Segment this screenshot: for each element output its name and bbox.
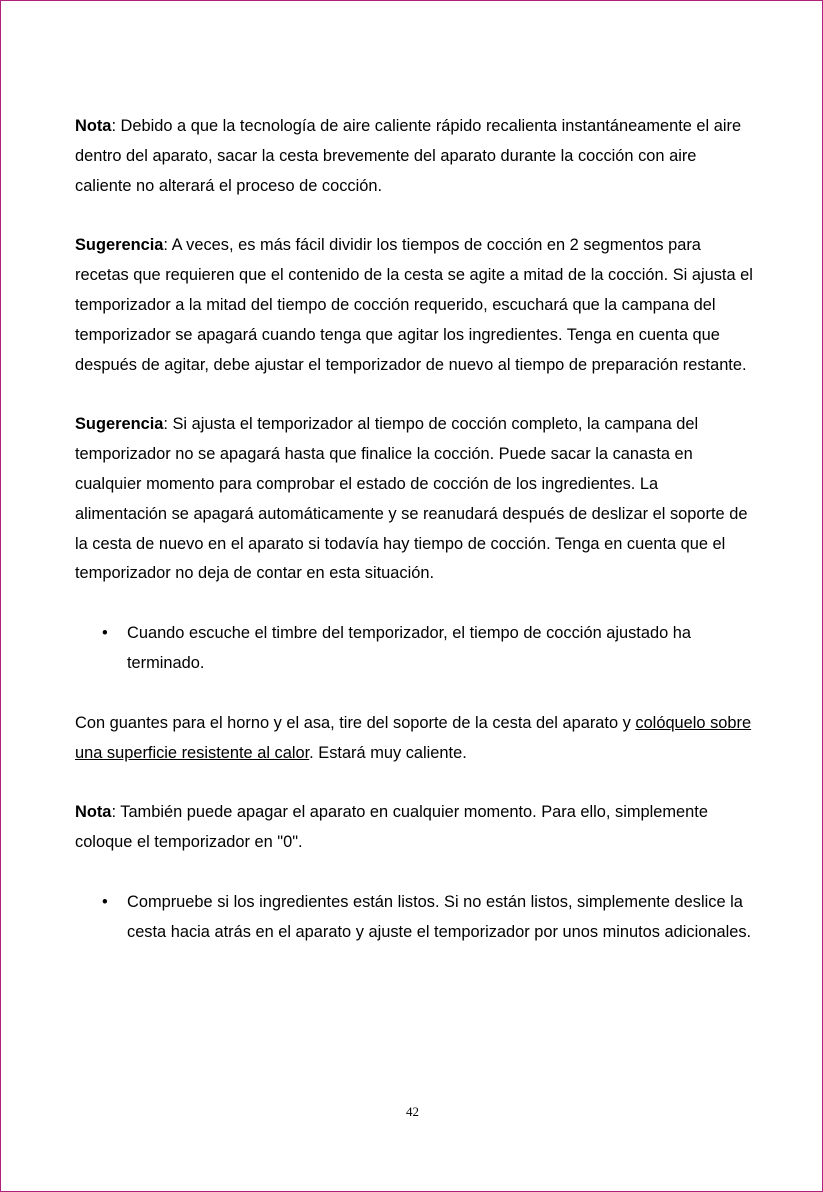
- note-paragraph-2: [75, 798, 753, 858]
- note-text: : Debido a que la tecnología de aire caliente rápido recalienta instantáneamente el aire dentro del aparato, sacar la cesta brevemente del aparato durante la cocción con aire caliente no alterará el proceso de cocción.: [75, 117, 742, 195]
- page-number: 42: [406, 1104, 419, 1119]
- suggestion-text-2: : Si ajusta el temporizador al tiempo de cocción completo, la campana del temporizador no se apagará hasta que finalice la cocción. Puede sacar la canasta en cualquier momento para comprobar el estado de cocción de los ingredientes. La alimentación se apagará automáticamente y se reanudará después de deslizar el soporte de la cesta de nuevo en el aparato si todavía hay tiempo de cocción. Tenga en cuenta que el temporizador no deja de contar en esta situación.: [75, 415, 748, 583]
- suggestion-label: Sugerencia: [75, 236, 164, 255]
- bullet-text: Cuando escuche el timbre del temporizador, el tiempo de cocción ajustado ha terminado.: [127, 624, 691, 672]
- gloves-text: Con guantes para el horno y el asa, tire del soporte de la cesta del aparato y: [75, 713, 636, 732]
- suggestion-paragraph-2: [75, 410, 753, 589]
- page-content: [75, 112, 753, 978]
- note-text-2: : También puede apagar el aparato en cualquier momento. Para ello, simplemente coloque el temporizador en "0".: [75, 803, 708, 852]
- bullet-text-2: Compruebe si los ingredientes están listos. Si no están listos, simplemente deslice la cesta hacia atrás en el aparato y ajuste el temporizador por unos minutos adicionales.: [127, 892, 752, 941]
- bullet-dot-icon: •: [102, 624, 108, 643]
- note-label: Nota: [75, 117, 112, 135]
- note-paragraph: [75, 112, 753, 201]
- gloves-underlined-text: colóquelo sobre una superficie resistente al calor: [75, 713, 752, 762]
- gloves-text-end: . Estará muy caliente.: [309, 743, 467, 762]
- suggestion-paragraph: [75, 231, 753, 380]
- bullet-dot-icon-2: •: [102, 892, 108, 911]
- note-label-2: Nota: [75, 803, 112, 822]
- bullet-item-check-ingredients: [75, 888, 753, 948]
- bullet-item-timer-bell: [75, 619, 753, 679]
- suggestion-text: : A veces, es más fácil dividir los tiempos de cocción en 2 segmentos para recetas que requieren que el contenido de la cesta se agite a mitad de la cocción. Si ajusta el temporizador a la mitad del tiempo de cocción requerido, escuchará que la campana del temporizador se apagará cuando tenga que agitar los ingredientes. Tenga en cuenta que después de agitar, debe ajustar el temporizador de nuevo al tiempo de preparación restante.: [75, 236, 753, 374]
- gloves-paragraph: [75, 709, 753, 769]
- suggestion-label-2: Sugerencia: [75, 415, 164, 434]
